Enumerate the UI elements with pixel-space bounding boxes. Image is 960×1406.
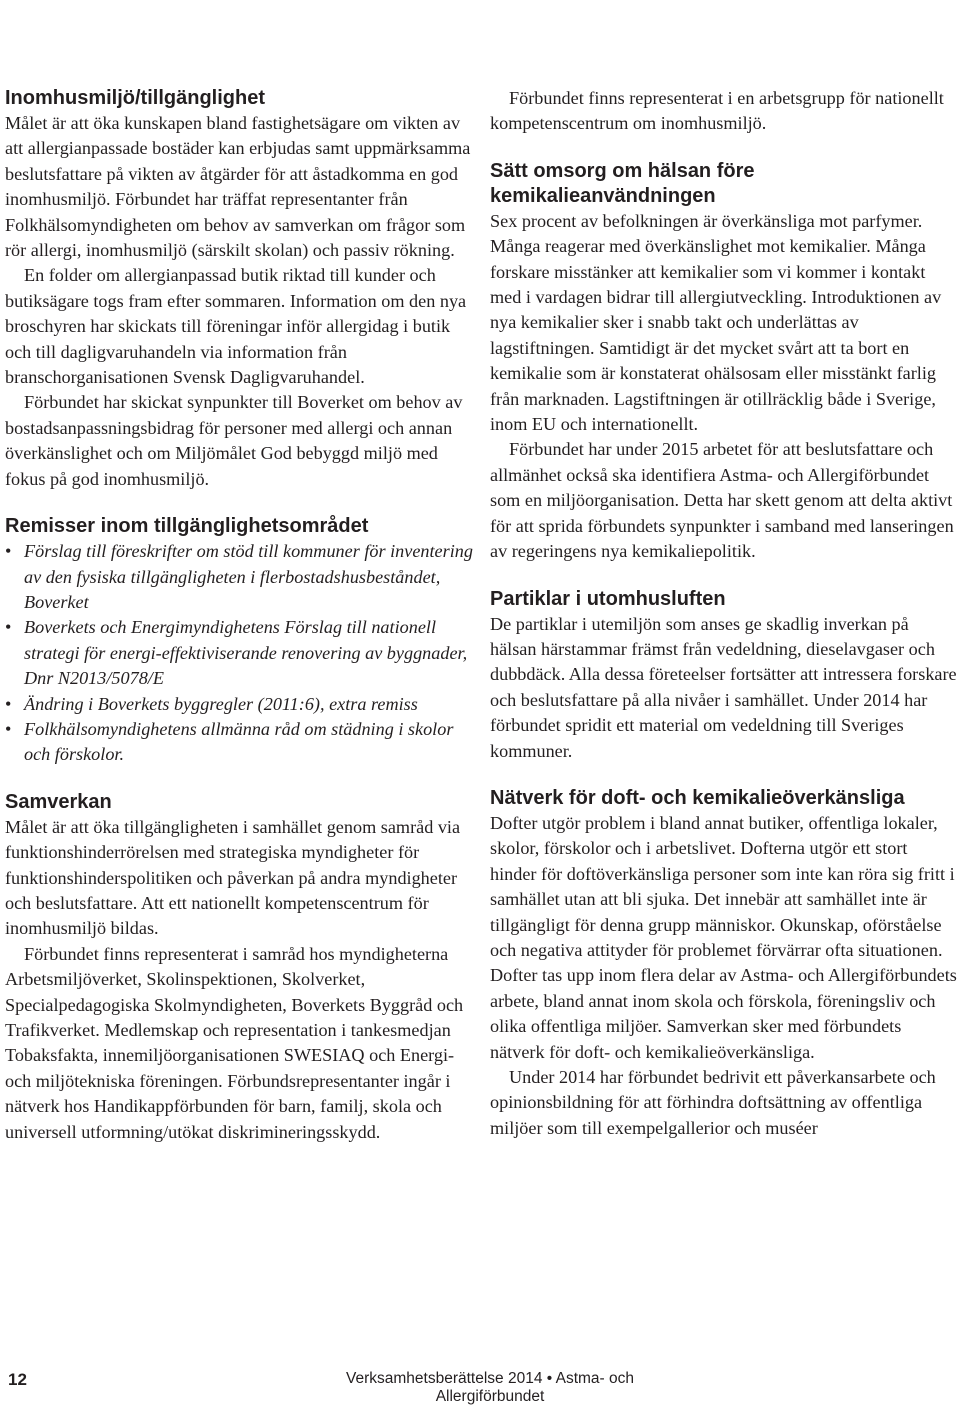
page-number: 12: [8, 1370, 27, 1389]
paragraph: Förbundet finns representerat i en arbetsgrupp för nationellt kompetenscentrum om inomhusmiljö.: [490, 88, 944, 134]
list-item-text: Folkhälsomyndighetens allmänna råd om städning i skolor och förskolor.: [24, 718, 454, 765]
list-item-text: Boverkets och Energimyndighetens Förslag till nationell strategi för energi-effektiviserande renovering av byggnader, Dnr N2013/5078/E: [24, 617, 468, 689]
list-item: [5, 692, 473, 717]
paragraph: Målet är att öka tillgängligheten i samhället genom samråd via funktionshinderrörelsen med strategiska myndigheter för funktionshinderspolitiken och påverkan på andra myndigheter och beslutsfattare. Att ett nationellt kompetenscentrum för inomhusmiljö bildas.: [5, 816, 461, 939]
paragraph: Målet är att öka kunskapen bland fastighetsägare om vikten av att allergianpassade bostäder kan erbjudas samt uppmärksamma beslutsfattare på vikten av åtgärder för att åstadkomma en god inomhusmiljö. Förbundet har träffat representanter från Folkhälsomyndigheten om behov av samverkan om frågor som rör allergi, inomhusmiljö (särskilt skolan) och passiv rökning.: [5, 113, 471, 261]
section-heading-partiklar: Partiklar i utomhusluften: [490, 587, 726, 610]
paragraph: Förbundet har skickat synpunkter till Boverket om behov av bostadsanpassningsbidrag för personer med allergi och annan överkänslighet och om Miljömålet God bebyggd miljö med fokus på god inomhusmiljö.: [5, 392, 463, 489]
paragraph: Sex procent av befolkningen är överkänsliga mot parfymer. Många reagerar med överkänslighet mot kemikalier. Många forskare misstänker att kemikalier som vi kommer i kontakt med i vardagen bidrar till allergiutveckling. Introduktionen av nya kemikalier sker i snabb takt och underlättas av lagstiftningen. Samtidigt är det mycket svårt att ta bort en kemikalie som är konstaterat ohälsosam eller misstänkt farlig från marknaden. Lagstiftningen är otillräcklig både i Sverige, inom EU och internationellt.: [490, 210, 942, 435]
footer-text: Verksamhetsberättelse 2014 • Astma- och Allergiförbundet: [345, 1370, 635, 1405]
paragraph: Förbundet har under 2015 arbetet för att beslutsfattare och allmänhet också ska identifiera Astma- och Allergiförbundet som en miljöorganisation. Detta har skett genom att delta aktivt för att sprida förbundets synpunkter i samband med lanseringen av regeringens nya kemikaliepolitik.: [490, 439, 954, 562]
list-item: [5, 717, 473, 768]
paragraph: Förbundet finns representerat i samråd hos myndigheterna Arbetsmiljöverket, Skolinspektionen, Skolverket, Specialpedagogiska Skolmyndigheten, Boverkets Byggråd och Trafikverket. Medlemskap och representation i tankesmedjan Tobaksfakta, innemiljöorganisationen SWESIAQ och Energi- och miljötekniska föreningen. Förbundsrepresentanter ingår i nätverk hos Handikappförbunden för barn, familj, skola och universell utformning/utökat diskrimineringsskydd.: [5, 943, 464, 1142]
list-item-text: Ändring i Boverkets byggregler (2011:6), extra remiss: [24, 693, 418, 714]
bullet-icon: •: [5, 617, 12, 638]
remiss-list: [5, 539, 473, 768]
right-column: [490, 86, 958, 1141]
paragraph: Dofter utgör problem i bland annat butiker, offentliga lokaler, skolor, förskolor och i arbetslivet. Dofterna utgör ett stort hinder för doftöverkänsliga personer som inte kan röra sig fritt i samhället utan att bli sjuka. Det innebär att samhället inte är tillgängligt för denna grupp människor. Okunskap, oförståelse och negativa attityder för problemet förvärrar ofta situationen. Dofter tas upp inom flera delar av Astma- och Allergiförbundets arbete, bland annat inom skola och förskola, föreningsliv och olika offentliga miljöer. Samverkan sker med förbundets nätverk för doft- och kemikalieöverkänsliga.: [490, 812, 957, 1062]
section-heading-inomhusmiljo: Inomhusmiljö/tillgänglighet: [5, 87, 265, 109]
bullet-icon: •: [5, 541, 12, 562]
paragraph: En folder om allergianpassad butik riktad till kunder och butiksägare togs fram efter sommaren. Information om den nya broschyren har skickats till föreningar inför allergidag i butik och till dagligvaruhandeln via information från branschorganisationen Svensk Dagligvaruhandel.: [5, 265, 467, 388]
section-heading-natverk: Nätverk för doft- och kemikalieöverkänsliga: [490, 786, 905, 809]
section-heading-remisser: Remisser inom tillgänglighetsområdet: [5, 515, 369, 538]
list-item: [5, 615, 473, 691]
list-item: [5, 539, 473, 615]
section-heading-kemikalier: Sätt omsorg om hälsan före kemikalieanvändningen: [490, 159, 755, 207]
bullet-icon: •: [5, 718, 12, 739]
list-item-text: Förslag till föreskrifter om stöd till kommuner för inventering av den fysiska tillgängligheten i flerbostadshusbeståndet, Boverket: [24, 541, 473, 612]
left-column: [5, 86, 473, 1145]
bullet-icon: •: [5, 693, 12, 714]
section-heading-samverkan: Samverkan: [5, 790, 112, 813]
paragraph: De partiklar i utemiljön som anses ge skadlig inverkan på hälsan härstammar främst från vedeldning, dieselavgaser och dubbdäck. Alla dessa företeelser fortsätter att intressera forskare och beslutsfattare på alla nivåer i samhället. Under 2014 har förbundet spridit ett material om vedeldning till Sveriges kommuner.: [490, 613, 957, 761]
paragraph: Under 2014 har förbundet bedrivit ett påverkansarbete och opinionsbildning för att förhindra doftsättning av offentliga miljöer som till exempelgallerior och muséer: [490, 1067, 936, 1138]
